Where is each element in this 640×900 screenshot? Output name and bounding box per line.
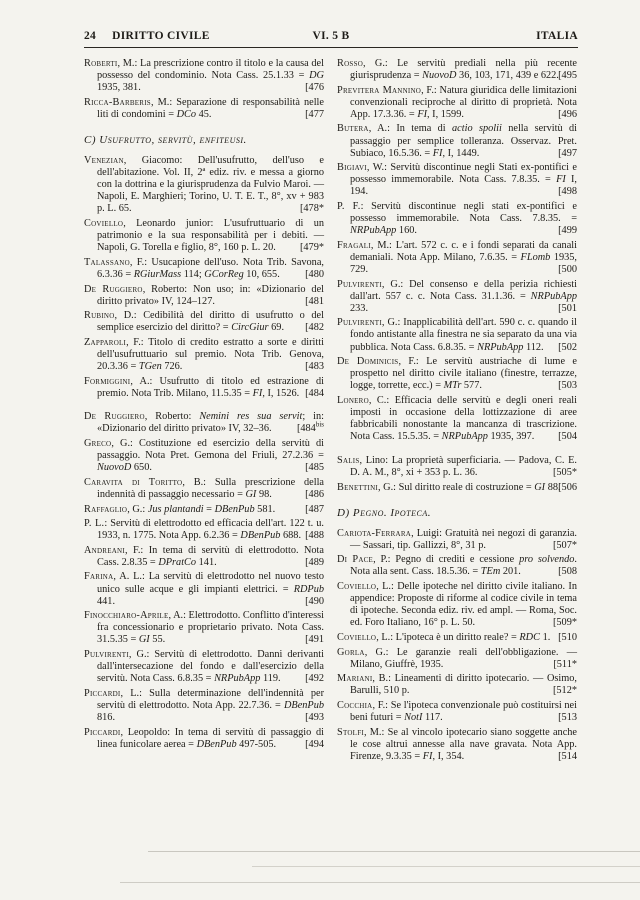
entry-author-given: , W.: (366, 162, 387, 174)
entry-author-surname: Gorla (337, 646, 365, 658)
entry-author-surname: Finocchiaro-Aprile (84, 610, 169, 622)
entry-ref-number: [486 (305, 488, 324, 500)
bibliography-entry (84, 218, 324, 254)
bibliography-entry (337, 700, 577, 724)
entry-text: Le servitù austriache di lume e prospetto nel diritto civile italiano (finestre, terrazze, logge, torrette, ecc.) = MTr 577. (350, 356, 577, 392)
bibliography-entry (84, 310, 324, 334)
entry-author-surname: Butera (337, 123, 369, 135)
bibliography-entry (84, 727, 324, 751)
entry-author-surname: Venezian (84, 155, 124, 167)
entry-author-given: , C.: (368, 394, 390, 406)
entry-author-surname: Piccardi (84, 687, 121, 699)
scan-artifact-line (148, 851, 640, 852)
bibliography-entry (337, 482, 577, 494)
entry-author-surname: Coviello (337, 581, 377, 593)
entry-ref-number: [481 (305, 295, 324, 307)
entry-ref-number: [495 (558, 70, 577, 82)
entry-author-given: , A.: (168, 610, 186, 622)
bibliography-entry (84, 58, 324, 94)
bibliography-entry (337, 528, 577, 552)
entry-author-given: , B.: (372, 673, 391, 685)
entry-text: Jus plantandi = DBenPub 581. (147, 503, 276, 515)
bibliography-entry (337, 647, 577, 671)
entry-ref-number: [483 (305, 361, 324, 373)
entry-ref-number: [489 (305, 556, 324, 568)
entry-ref-number: [500 (558, 264, 577, 275)
entry-text: Pegno di crediti e cessione pro solvendo. Nota alla sent. Cass. 18.5.36. = TEm 201. (350, 554, 577, 578)
entry-author-given: , M.: (150, 96, 173, 108)
entry-text: Non uso; in: «Dizionario del diritto privato» IV, 124–127. (97, 283, 325, 307)
entry-author-given: , M.: (117, 58, 138, 69)
scanned-page (84, 30, 578, 765)
entry-author-surname: De Ruggiero (84, 283, 143, 295)
entry-text: Lineamenti di diritto ipotecario. — Osimo, Barulli, 510 p. (350, 673, 577, 697)
bibliography-entry (84, 545, 324, 569)
bibliography-entry (337, 632, 577, 644)
entry-author-surname: Rosso (337, 58, 364, 69)
entry-text: Delle ipoteche nel diritto civile italiano. In appendice: Proposte di riforme al codice civile in tema di ipoteche. Seconda ediz. riv. ed ampl. — Roma, Soc. ed. Foro Italiano, 16° p. L. 50. (350, 581, 578, 629)
bibliography-entry (337, 279, 577, 315)
bibliography-entry (84, 97, 324, 121)
entry-ref-number: [480 (305, 268, 324, 280)
entry-text: Sulla prescrizione della indennità di passaggio necessario = GI 98. (97, 476, 324, 500)
entry-ref-number: [507* (552, 539, 577, 551)
right-column (337, 58, 577, 765)
entry-ref-number: [498 (558, 186, 577, 198)
entry-author-surname: Fragali (337, 239, 371, 251)
entry-text: Nemini res sua servit; in: «Dizionario del diritto privato» IV, 32–36. (97, 411, 324, 435)
entry-ref-number: [492 (305, 673, 324, 685)
entry-author-surname: P. L. (84, 518, 105, 530)
entry-ref-number: [499 (558, 225, 577, 237)
entry-text: Le servitù prediali nella più recente giurisprudenza = NuovoD 36, 103, 171, 439 e 622. (350, 58, 578, 82)
entry-ref-number: [485 (305, 462, 324, 474)
entry-author-surname: Raffaglio (84, 503, 128, 515)
entry-author-surname: Greco (84, 438, 112, 450)
entry-text: Usufrutto di titolo ed estrazione di premio. Nota Trib. Milano, 11.5.35 = FI, I, 1526. (97, 375, 325, 399)
entry-author-surname: Roberti (84, 58, 118, 69)
bibliography-entry (84, 688, 324, 724)
entry-author-given: , D.: (114, 310, 137, 322)
scan-artifact-line (120, 882, 640, 883)
entry-text: Cedibilità del diritto di usufrutto o del semplice esercizio del diritto? = CircGiur 69. (97, 310, 324, 334)
entry-author-surname: Pulvirenti (337, 317, 382, 329)
entry-author-surname: Andreani (84, 544, 125, 556)
entry-text: Se al vincolo ipotecario siano soggette anche le cose altrui annesse alla nave gravata. Nota App. Firenze, 9.3.35 = FI, I, 354. (350, 726, 577, 762)
entry-author-surname: Lonero (337, 394, 369, 406)
entry-text: Efficacia delle servitù e degli oneri reali imposti in occasione della lottizzazione di aree fabbricabili nonostante la mancanza di trascrizione. Nota Cass. 15.5.35. = NRPubApp 1935, 397. (350, 394, 577, 443)
entry-author-given: , G.: (364, 646, 389, 658)
bibliography-entry (337, 123, 577, 159)
entry-ref-number: [496 (558, 108, 577, 120)
entry-author-surname: Di Pace (337, 554, 374, 566)
entry-ref-number: [510 (558, 631, 577, 643)
entry-author-given: , B.: (182, 476, 207, 488)
entry-ref-number: [511* (553, 658, 577, 670)
entry-text: Servitù discontinue negli Stati ex-pontifici e possesso immemorabile. Nota Cass. 7.8.35. = FI I, 194. (350, 162, 578, 198)
bibliography-entry (84, 257, 324, 281)
bibliography-entry (84, 610, 324, 646)
entry-text: L'art. 572 c. c. e i fondi separati da canali demaniali. Nota App. Milano, 7.6.35. = FLomb 1935, 729. (350, 239, 577, 275)
entry-text: Del consenso e della perizia richiesti dall'art. 557 c. c. Nota Cass. 31.1.36. = NRPubApp 233. (350, 278, 578, 314)
entry-ref-number: [494 (305, 738, 324, 750)
entry-ref-number: [503 (558, 380, 577, 392)
entry-author-given: , Luigi: (411, 527, 442, 539)
section-heading: C) Usufrutto, servitù, enfiteusi. (84, 133, 247, 146)
entry-author-given: , F.: (421, 84, 437, 96)
bibliography-entry (84, 518, 324, 542)
entry-ref-number: [476 (305, 82, 324, 94)
entry-author-given: , G.: (111, 438, 133, 450)
header-rule (84, 47, 578, 48)
entry-author-given: : (104, 518, 108, 530)
bibliography-entry (84, 155, 324, 215)
entry-author-surname: Pulvirenti (84, 649, 129, 661)
entry-text: Elettrodotto. Conflitto d'interessi fra concessionario e proprietario privato. Nota Cass. 31.5.35 = GI 55. (97, 610, 324, 646)
bibliography-entry (337, 162, 577, 198)
entry-text: L'ipoteca è un diritto reale? = RDC 1. (395, 631, 551, 643)
bibliography-entry (337, 554, 577, 578)
entry-text: In tema di actio spolii nella servitù di passaggio per semplice tolleranza. Osservaz. Pret. Subiaco, 16.5.36. = FI, I, 1449. (350, 123, 577, 159)
entry-ref-number: [508 (558, 566, 577, 578)
entry-author-surname: Cocchia (337, 699, 373, 711)
entry-ref-number: [509* (552, 617, 577, 629)
entry-author-given: , Roberto: (144, 411, 192, 423)
entry-author-given: , M.: (363, 726, 385, 738)
page-header-left (84, 30, 210, 42)
entry-text: Inapplicabilità dell'art. 590 c. c. quando il fondo antistante alla finestra ne sia separato da una via pubblica. Nota Cass. 6.8.35. = NRPubApp 112. (350, 317, 577, 353)
entry-author-given: , M.: (370, 239, 392, 251)
entry-text: Titolo di credito estratto a sorte e diritti dell'usufruttuario sul premio. Nota Trib. Genova, 20.3.36 = TGen 726. (97, 336, 324, 373)
entry-author-surname: Coviello (84, 218, 124, 230)
entry-author-surname: Farina (84, 571, 114, 583)
entry-text: Servitù di elettrodotto. Danni derivanti dall'intersecazione del fondo e dall'esercizio della servitù. Nota Cass. 6.8.35 = NRPubApp 119. (97, 649, 324, 685)
entry-text: Sul diritto reale di costruzione = GI 88. (398, 481, 561, 493)
entry-author-surname: Cariota-Ferrara (337, 527, 412, 539)
entry-ref-number: [$484^{bis}$ (296, 421, 324, 435)
entry-ref-number: [497 (558, 147, 577, 159)
section-heading: D) Pegno. Ipoteca. (337, 506, 431, 519)
entry-text: Costituzione ed esercizio della servitù di passaggio. Nota Pret. Gemona del Friuli, 27.2.36 = NuovoD 650. (97, 438, 324, 474)
entry-ref-number: [501 (558, 302, 577, 314)
bibliography-entry (337, 455, 577, 479)
entry-author-surname: Bigiavi (337, 162, 367, 174)
entry-author-surname: Previtera Mannino (337, 84, 422, 96)
entry-author-surname: De Ruggiero (84, 411, 145, 423)
entry-author-surname: Piccardi (84, 726, 121, 738)
entry-ref-number: [484 (305, 387, 324, 399)
bibliography-entry (84, 376, 324, 400)
entry-text: La prescrizione contro il titolo e la causa del possesso del condominio. Nota Cass. 25.1.33 = DG 1935, 381. (97, 58, 324, 94)
bibliography-entry (337, 581, 577, 629)
entry-author-surname: De Dominicis (337, 356, 399, 368)
entry-author-given: , Lino: (359, 454, 389, 466)
entry-text: Dell'usufrutto, dell'uso e dell'abitazione. Vol. II, 2ª ediz. riv. e messa a giorno con la dottrina e la giurisprudenza da Fulvio Maroi. — Napoli, E. Marghieri; Torino, U. T. E. T., 8°, xv + 983 p. L. 65. (97, 155, 324, 215)
entry-ref-number: [477 (305, 108, 324, 120)
bibliography-entry (84, 477, 324, 501)
entry-author-given: , G.: (127, 503, 146, 515)
entry-author-given: , L.: (120, 687, 142, 699)
entry-author-given: , F.: (124, 544, 144, 556)
entry-ref-number: [493 (305, 712, 324, 723)
entry-ref-number: [505* (552, 466, 577, 478)
entry-author-given: , G.: (128, 649, 150, 661)
entry-text: Servitù di elettrodotto ed efficacia dell'art. 122 t. u. 1933, n. 1775. Nota App. 6.2.36 = DBenPub 688. (97, 518, 324, 542)
entry-author-surname: Rubino (84, 310, 115, 322)
entry-author-given: , A. L.: (113, 571, 145, 583)
bibliography-entry (84, 284, 324, 308)
entry-ref-number: [506 (558, 481, 577, 493)
entry-ref-number: [488 (305, 530, 324, 542)
entry-author-surname: P. F. (337, 201, 361, 213)
entry-author-given: , L.: (376, 631, 394, 643)
two-column-layout (84, 58, 578, 765)
entry-author-surname: Formiggini (84, 375, 131, 387)
entry-author-surname: Salis (337, 454, 360, 466)
entry-author-surname: Benettini (337, 481, 378, 493)
entry-author-given: , G.: (381, 278, 404, 290)
entry-text: Sulla determinazione dell'indennità per servitù di elettrodotto. Nota App. 22.7.36. = DBenPub 816. (97, 687, 324, 723)
entry-author-given: , Leopoldo: (120, 726, 171, 738)
entry-author-given: , A.: (130, 375, 153, 387)
country-label: ITALIA (536, 30, 578, 42)
entry-group-gap (337, 446, 577, 455)
entry-author-given: , F.: (126, 336, 144, 348)
bibliography-entry (337, 727, 577, 763)
entry-text: Servitù discontinue negli stati ex-pontifici e possesso immemorabile. Nota Cass. 7.8.35. = NRPubApp 160. (350, 201, 577, 237)
entry-text: La servitù di elettrodotto nel nuovo testo unico sulle acque e gli impianti elettrici. = RDPub 441. (97, 571, 325, 607)
entry-ref-number: [478* (299, 203, 324, 215)
entry-text: Se l'ipoteca convenzionale può costituirsi nei beni futuri = NotI 117. (350, 699, 577, 723)
bibliography-entry (84, 411, 324, 435)
entry-ref-number: [514 (558, 750, 577, 762)
bibliography-entry (337, 85, 577, 121)
bibliography-entry (337, 395, 577, 443)
entry-group-gap (84, 402, 324, 411)
entry-text: Natura giuridica delle limitazioni convenzionali reciproche al diritto di proprietà. Nota App. 17.3.36. = FI, I, 1599. (350, 84, 577, 120)
entry-text: Usucapione dell'uso. Nota Trib. Savona, 6.3.36 = RGiurMass 114; GCorReg 10, 655. (97, 256, 324, 280)
entry-author-given: , F.: (129, 256, 148, 268)
entry-text: L'usufruttuario di un patrimonio e la sua responsabilità per i debiti. — Napoli, G. Torella e figlio, 8°, 160 p. L. 20. (97, 218, 325, 254)
bibliography-entry (337, 201, 577, 237)
entry-author-given: , L.: (376, 581, 394, 593)
bibliography-entry (337, 240, 577, 276)
bibliography-entry (84, 438, 324, 474)
entry-author-surname: Zapparoli (84, 336, 127, 348)
entry-author-given: , P.: (373, 554, 391, 566)
entry-author-given: , G.: (378, 481, 397, 493)
entry-ref-number: [482 (305, 322, 324, 334)
entry-author-given: , F.: (372, 699, 389, 711)
entry-ref-number: [504 (558, 431, 577, 443)
entry-text: In tema di servitù di passaggio di linea funicolare aerea = DBenPub 497-505. (97, 726, 324, 750)
page-number: 24 (84, 30, 97, 42)
entry-ref-number: [490 (305, 595, 324, 607)
entry-author-surname: Ricca-Barberis (84, 96, 151, 108)
bibliography-entry (337, 673, 577, 697)
bibliography-entry (84, 571, 324, 607)
entry-author-surname: Mariani (337, 673, 373, 685)
entry-author-surname: Talassano (84, 256, 130, 268)
bibliography-entry (337, 58, 577, 82)
entry-author-given: , F.: (398, 356, 419, 368)
entry-author-given: , Roberto: (142, 283, 188, 295)
bibliography-entry (84, 504, 324, 516)
volume-section-code: VI. 5 B (312, 30, 350, 42)
entry-ref-number: [502 (558, 341, 577, 353)
entry-text: Le garanzie reali dell'obbligazione. — Milano, Giuffrè, 1935. (350, 646, 577, 670)
entry-ref-number: [512* (552, 685, 577, 697)
entry-author-given: , Giacomo: (123, 155, 183, 167)
left-column (84, 58, 324, 753)
entry-text: Separazione di responsabilità nelle liti di condomini = DCo 45. (97, 96, 324, 120)
entry-ref-number: [487 (305, 503, 324, 515)
bibliography-entry (84, 337, 324, 373)
entry-author-given: , G.: (381, 317, 401, 329)
entry-text: In tema di servitù di elettrodotto. Nota Cass. 2.8.35 = DPratCo 141. (97, 544, 324, 568)
page-header (84, 30, 578, 45)
scan-artifact-line (252, 866, 640, 867)
entry-ref-number: [513 (558, 712, 577, 723)
entry-text: La proprietà superficiaria. — Padova, C. E. D. A. M., 8°, xi + 353 p. L. 36. (350, 454, 577, 478)
entry-author-surname: Pulvirenti (337, 278, 382, 290)
entry-ref-number: [491 (305, 634, 324, 646)
entry-text: Gratuità nei negozi di garanzia. — Sassari, tip. Gallizzi, 8°, 31 p. (350, 527, 577, 551)
entry-author-surname: Coviello (337, 631, 377, 643)
bibliography-entry (84, 649, 324, 685)
entry-author-given: , Leonardo junior: (123, 218, 214, 230)
entry-ref-number: [479* (299, 242, 324, 254)
bibliography-entry (337, 356, 577, 392)
entry-author-given: , G.: (363, 58, 388, 69)
bibliography-entry (337, 317, 577, 353)
entry-author-given: , A.: (368, 123, 390, 135)
running-title: DIRITTO CIVILE (112, 30, 210, 42)
entry-author-surname: Caravita di Toritto (84, 476, 183, 488)
entry-author-given: : (360, 201, 364, 213)
entry-author-surname: Stolfi (337, 726, 364, 738)
